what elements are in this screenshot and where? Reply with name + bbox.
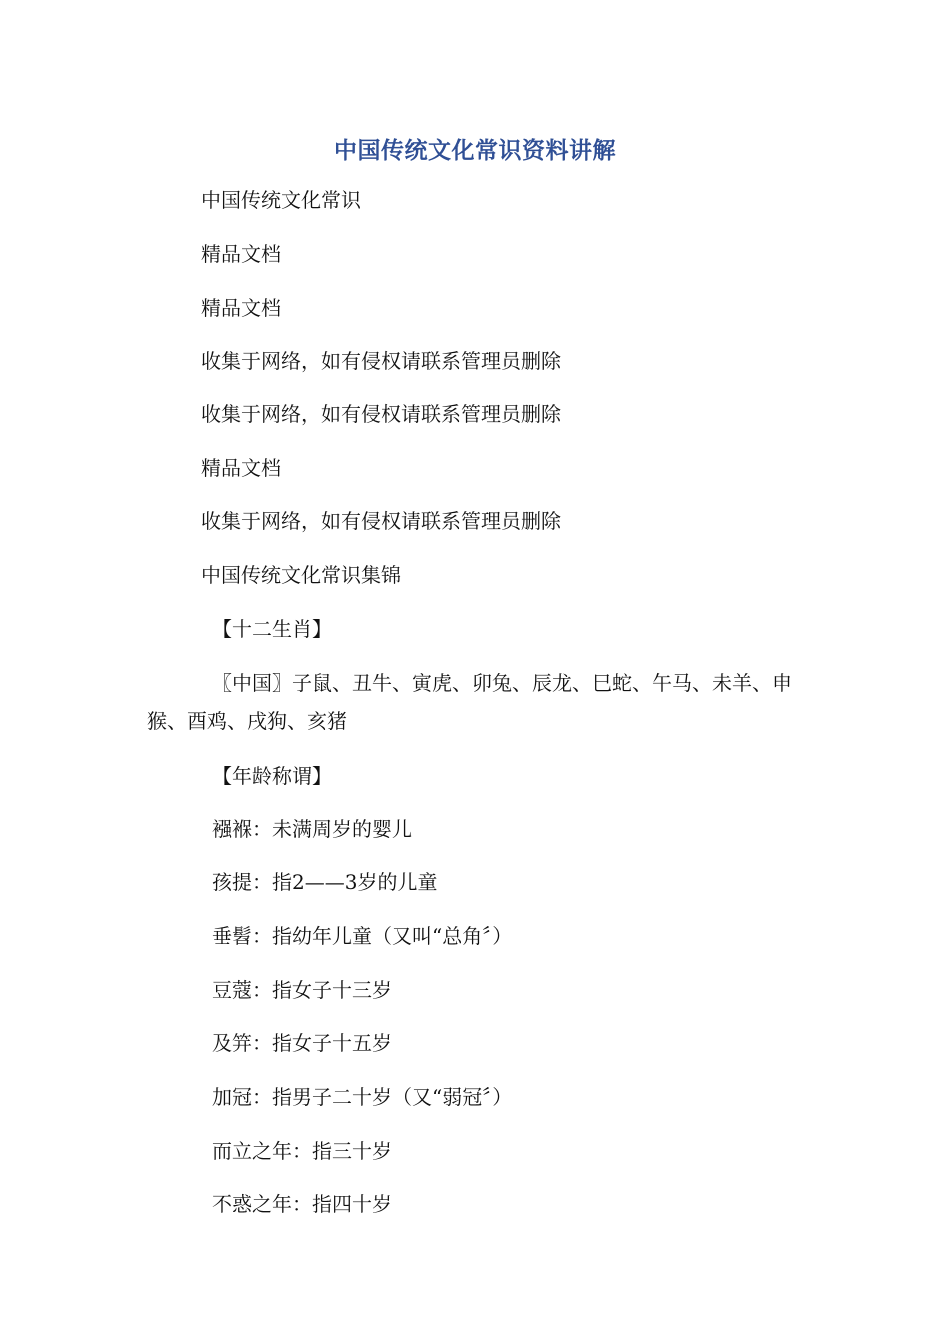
zodiac-heading: 【十二生肖】	[212, 617, 332, 641]
intro-line: 精品文档	[201, 242, 281, 266]
intro-line: 中国传统文化常识集锦	[201, 563, 401, 587]
age-term-item: 而立之年：指三十岁	[212, 1139, 392, 1163]
age-term-item: 垂髫：指幼年儿童（又叫“总角〞）	[212, 924, 513, 948]
intro-line: 精品文档	[201, 456, 281, 480]
intro-line: 收集于网络，如有侵权请联系管理员删除	[201, 349, 561, 373]
document-title: 中国传统文化常识资料讲解	[334, 138, 616, 164]
age-term-item: 襁褓：未满周岁的婴儿	[212, 817, 412, 841]
age-term-item: 及笄：指女子十五岁	[212, 1031, 392, 1055]
age-terms-heading: 【年龄称谓】	[212, 764, 332, 788]
age-term-item: 豆蔻：指女子十三岁	[212, 978, 392, 1002]
intro-line: 收集于网络，如有侵权请联系管理员删除	[201, 402, 561, 426]
intro-line: 中国传统文化常识	[201, 188, 361, 212]
zodiac-paragraph: 〖中国〗子鼠、丑牛、寅虎、卯兔、辰龙、巳蛇、午马、未羊、申猴、酉鸡、戌狗、亥猪	[147, 671, 792, 733]
age-term-item: 不惑之年：指四十岁	[212, 1192, 392, 1216]
intro-line: 收集于网络，如有侵权请联系管理员删除	[201, 509, 561, 533]
age-term-item: 加冠：指男子二十岁（又“弱冠〞）	[212, 1085, 513, 1109]
age-term-item: 孩提：指2——3岁的儿童	[212, 870, 438, 894]
intro-line: 精品文档	[201, 296, 281, 320]
